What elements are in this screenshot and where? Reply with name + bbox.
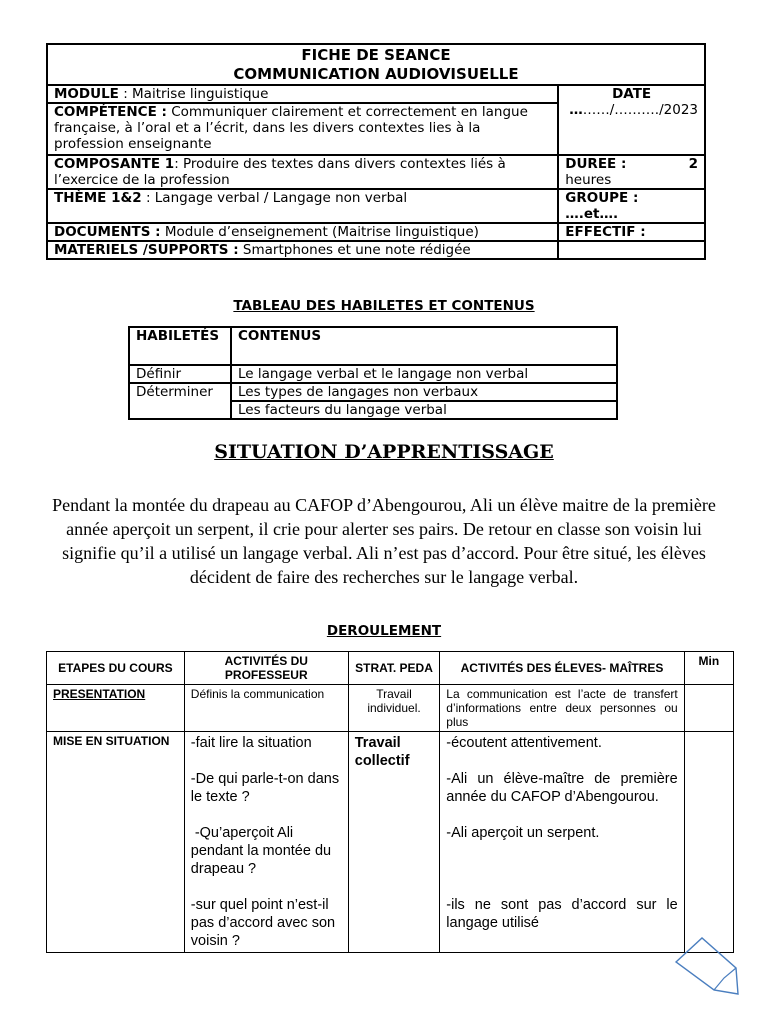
effectif-label: EFFECTIF : (565, 224, 646, 240)
min-mise-en-situation (684, 732, 733, 953)
skill-contenu: Les types de langages non verbaux (231, 383, 617, 401)
duree-num: 2 (688, 156, 698, 172)
skills-title: TABLEAU DES HABILETES ET CONTENUS (233, 298, 535, 314)
header-table (46, 43, 706, 260)
skill-habilete: Déterminer (129, 383, 231, 419)
skill-contenu: Les facteurs du langage verbal (231, 401, 617, 419)
materiels-label: MATERIELS /SUPPORTS : (54, 242, 239, 258)
groupe-cell (558, 189, 705, 223)
composante-label: COMPOSANTE 1 (54, 156, 175, 172)
duree-label: DUREE : (565, 156, 627, 172)
skills-col-habiletes: HABILETÉS (129, 327, 231, 365)
skills-table (128, 326, 618, 420)
duree-cell (558, 155, 705, 189)
materiels-cell (47, 241, 558, 259)
documents-value: Module d’enseignement (Maitrise linguistique) (160, 224, 479, 240)
empty-cell (558, 241, 705, 259)
etape-presentation: PRESENTATION (47, 685, 185, 732)
col-prof: ACTIVITÉS DU PROFESSEUR (184, 652, 348, 685)
skill-habilete: Définir (129, 365, 231, 383)
module-cell (47, 85, 558, 103)
documents-label: DOCUMENTS : (54, 224, 161, 240)
etape-mise-en-situation: MISE EN SITUATION (47, 732, 185, 953)
strat-presentation: Travail individuel. (348, 685, 440, 732)
strat-mise-en-situation: Travail collectif (348, 732, 440, 953)
documents-cell (47, 223, 558, 241)
eleves-answer: -Ali un élève-maître de première année du CAFOP d’Abengourou. (446, 771, 678, 805)
theme-value: : Langage verbal / Langage non verbal (141, 190, 408, 206)
effectif-cell (558, 223, 705, 241)
competence-label: COMPÉTENCE : (54, 104, 167, 120)
duree-unit: heures (565, 172, 612, 188)
eleves-answer: -Ali aperçoit un serpent. (446, 825, 600, 841)
eleves-answer: -écoutent attentivement. (446, 735, 602, 751)
col-etapes: ETAPES DU COURS (47, 652, 185, 685)
prof-question: -De qui parle-t-on dans le texte ? (190, 771, 340, 805)
situation-title: SITUATION D’APPRENTISSAGE (214, 441, 554, 463)
groupe-label: GROUPE : (565, 190, 639, 206)
eleves-presentation: La communication est l’acte de transfert d’informations entre deux personnes ou plus (440, 685, 684, 732)
date-label: DATE (612, 86, 652, 102)
col-eleves: ACTIVITÉS DES ÉLEVES- MAÎTRES (440, 652, 684, 685)
module-label: MODULE (54, 86, 119, 102)
composante-cell (47, 155, 558, 189)
eleves-mise-en-situation (440, 732, 684, 953)
prof-presentation: Définis la communication (184, 685, 348, 732)
module-value: : Maitrise linguistique (118, 86, 269, 102)
prof-mise-en-situation (184, 732, 348, 953)
min-presentation (684, 685, 733, 732)
theme-label: THÈME 1&2 (54, 190, 142, 206)
prof-question: -Qu’aperçoit Ali pendant la montée du drapeau ? (190, 825, 336, 877)
competence-cell (47, 103, 558, 155)
composante-value: : Produire des textes dans divers contextes liés à l’exercice de la profession (54, 156, 506, 188)
materiels-value: Smartphones et une note rédigée (238, 242, 471, 258)
groupe-value: ….et…. (565, 206, 619, 222)
situation-text: Pendant la montée du drapeau au CAFOP d’Abengourou, Ali un élève maitre de la première année aperçoit un serpent, il crie pour alerter ses pairs. De retour en classe son voisin lui signifie qu’il a utilisé un langage verbal. Ali n’est pas d’accord. Pour être situé, les élèves décident de faire des recherches sur le langage verbal. (52, 495, 716, 587)
deroulement-title: DEROULEMENT (326, 623, 442, 639)
prof-question: -sur quel point n’est-il pas d’accord avec son voisin ? (190, 897, 336, 949)
skills-col-contenus: CONTENUS (231, 327, 617, 365)
date-value: ……/………./2023 (582, 102, 698, 118)
date-dots: … (569, 102, 583, 118)
col-min: Min (684, 652, 733, 685)
deroulement-table (46, 651, 734, 953)
title-module: COMMUNICATION AUDIOVISUELLE (233, 65, 519, 83)
eleves-answer: -ils ne sont pas d’accord sur le langage utilisé (446, 897, 678, 931)
date-cell (558, 85, 705, 155)
prof-question: -fait lire la situation (190, 735, 312, 751)
theme-cell (47, 189, 558, 223)
skill-contenu: Le langage verbal et le langage non verbal (231, 365, 617, 383)
title-fiche: FICHE DE SEANCE (301, 46, 451, 64)
header-title-cell (47, 44, 705, 85)
pencil-shape-icon (672, 934, 742, 998)
col-strat: STRAT. PEDA (348, 652, 440, 685)
competence-value: Communiquer clairement et correctement en langue française, à l’oral et a l’écrit, dans les divers contextes lies à la profession enseignante (54, 104, 528, 152)
